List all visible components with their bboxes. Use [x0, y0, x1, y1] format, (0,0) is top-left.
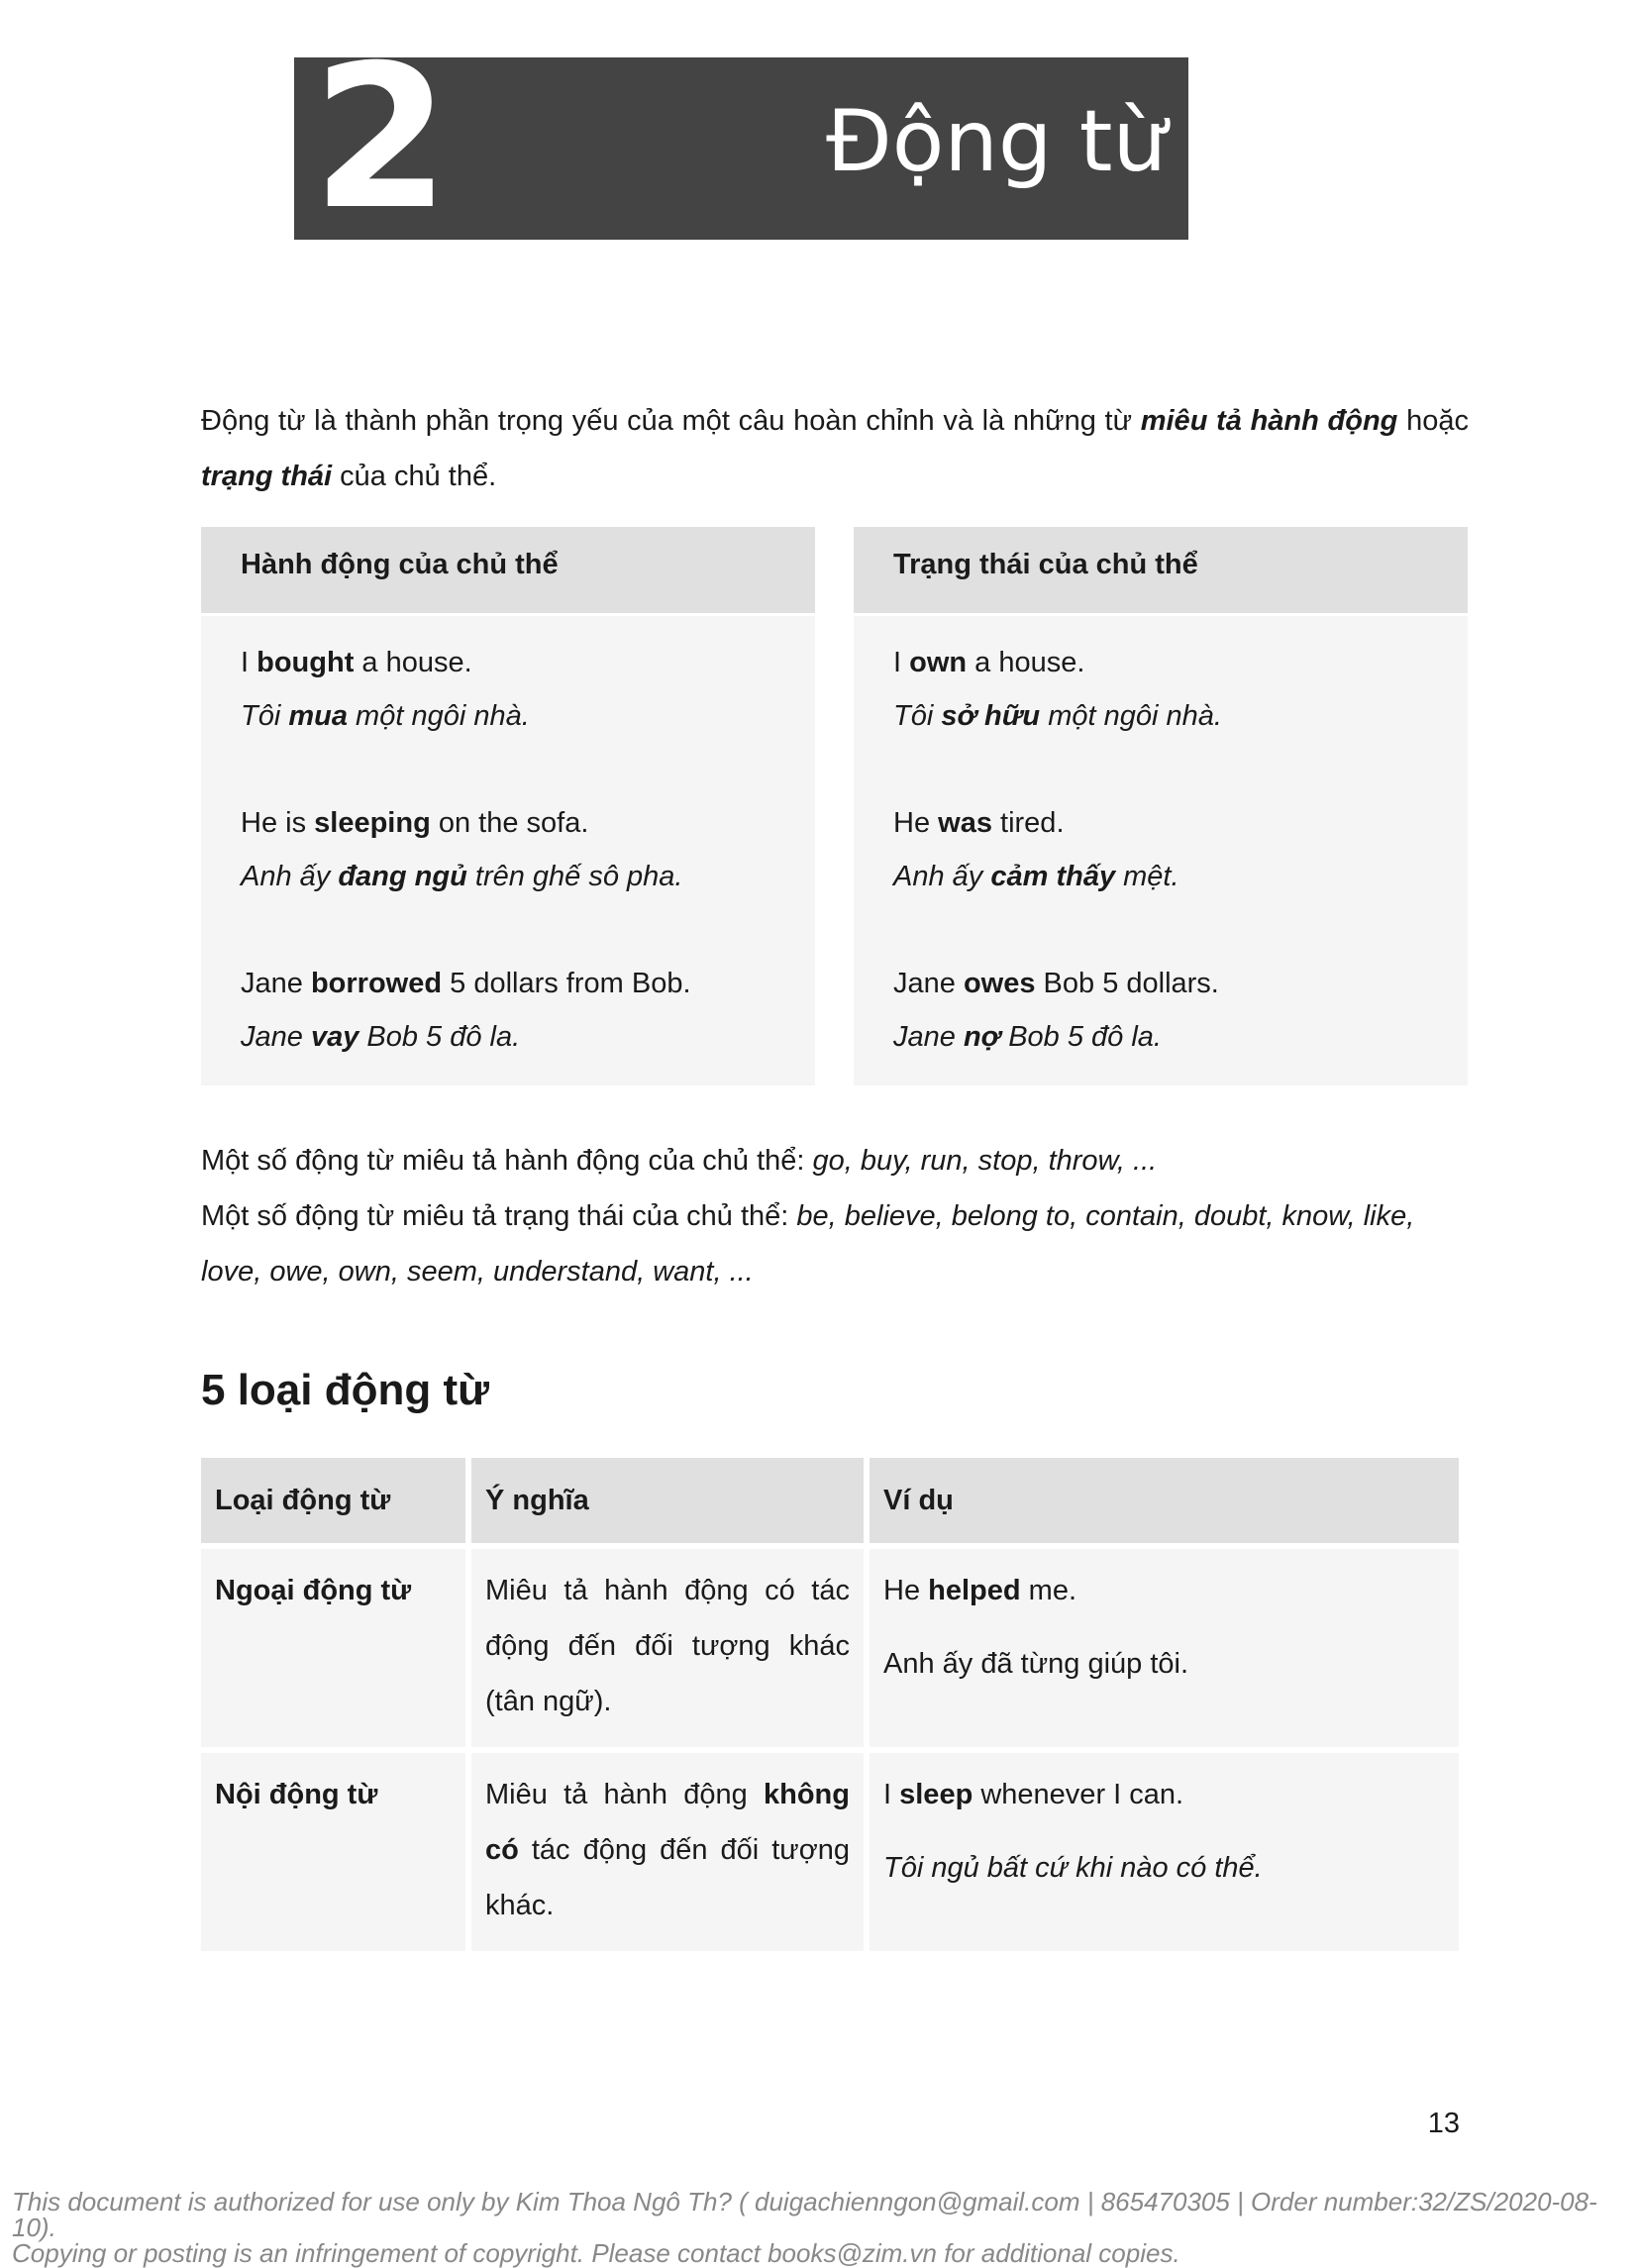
chapter-number: 2 — [312, 23, 445, 254]
example-pair: He was tired. Anh ấy cảm thấy mệt. — [893, 807, 1179, 892]
example-pair: Jane borrowed 5 dollars from Bob. Jane vay Bob 5 đô la. — [241, 968, 691, 1053]
example-pair: I bought a house. Tôi mua một ngôi nhà. — [241, 647, 530, 732]
meaning-cell: Miêu tả hành động không có tác động đến đối tượng khác. — [471, 1753, 864, 1951]
summary-paragraph — [201, 1133, 1469, 1299]
example-cell: I sleep whenever I can. Tôi ngủ bất cứ khi nào có thể. — [870, 1753, 1459, 1951]
section-title: 5 loại động từ — [201, 1366, 489, 1414]
action-verbs-line: Một số động từ miêu tả hành động của chủ thể: go, buy, run, stop, throw, ... — [201, 1145, 1158, 1177]
table-row — [201, 1753, 1459, 1951]
example-pair: He is sleeping on the sofa. Anh ấy đang ngủ trên ghế sô pha. — [241, 807, 683, 892]
table-row — [201, 1549, 1459, 1747]
intro-paragraph — [201, 393, 1469, 504]
table-header-cell: Ý nghĩa — [471, 1458, 864, 1543]
meaning-cell: Miêu tả hành động có tác động đến đối tượng khác (tân ngữ). — [471, 1549, 864, 1747]
footer-line: This document is authorized for use only by Kim Thoa Ngô Th? ( duigachienngon@gmail.com | 865470305 | Order number:32/ZS/2020-08-10). — [12, 2187, 1597, 2242]
page-number: 13 — [1427, 2108, 1460, 2139]
verb-type-cell: Ngoại động từ — [201, 1549, 465, 1747]
table-header-cell: Ví dụ — [870, 1458, 1459, 1543]
chapter-banner — [294, 23, 1188, 254]
action-column — [201, 527, 815, 1085]
example-pair: I own a house. Tôi sở hữu một ngôi nhà. — [893, 647, 1222, 732]
example-cell: He helped me. Anh ấy đã từng giúp tôi. — [870, 1549, 1459, 1747]
state-column — [854, 527, 1468, 1085]
copyright-footer — [12, 2189, 1636, 2266]
verb-type-cell: Nội động từ — [201, 1753, 465, 1951]
table-header-row — [201, 1458, 1459, 1543]
intro-text: của chủ thể. — [332, 461, 497, 492]
intro-text: hoặc — [1397, 405, 1469, 437]
chapter-title: Động từ — [826, 92, 1167, 191]
verb-types-table — [195, 1452, 1465, 1957]
table-header-cell: Loại động từ — [201, 1458, 465, 1543]
intro-emphasis-action: miêu tả hành động — [1140, 405, 1398, 437]
intro-emphasis-state: trạng thái — [201, 461, 333, 492]
state-verbs-line: Một số động từ miêu tả trạng thái của chủ thể: be, believe, belong to, contain, doubt, know, like, love, owe, own, seem, understand, want, ... — [201, 1200, 1415, 1288]
footer-line: Copying or posting is an infringement of copyright. Please contact books@zim.vn for additional copies. — [12, 2238, 1180, 2268]
intro-text: Động từ là thành phần trọng yếu của một câu hoàn chỉnh và là những từ — [201, 405, 1141, 437]
example-pair: Jane owes Bob 5 dollars. Jane nợ Bob 5 đô la. — [893, 968, 1219, 1053]
state-column-heading: Trạng thái của chủ thể — [854, 527, 1468, 616]
action-column-heading: Hành động của chủ thể — [201, 527, 815, 616]
